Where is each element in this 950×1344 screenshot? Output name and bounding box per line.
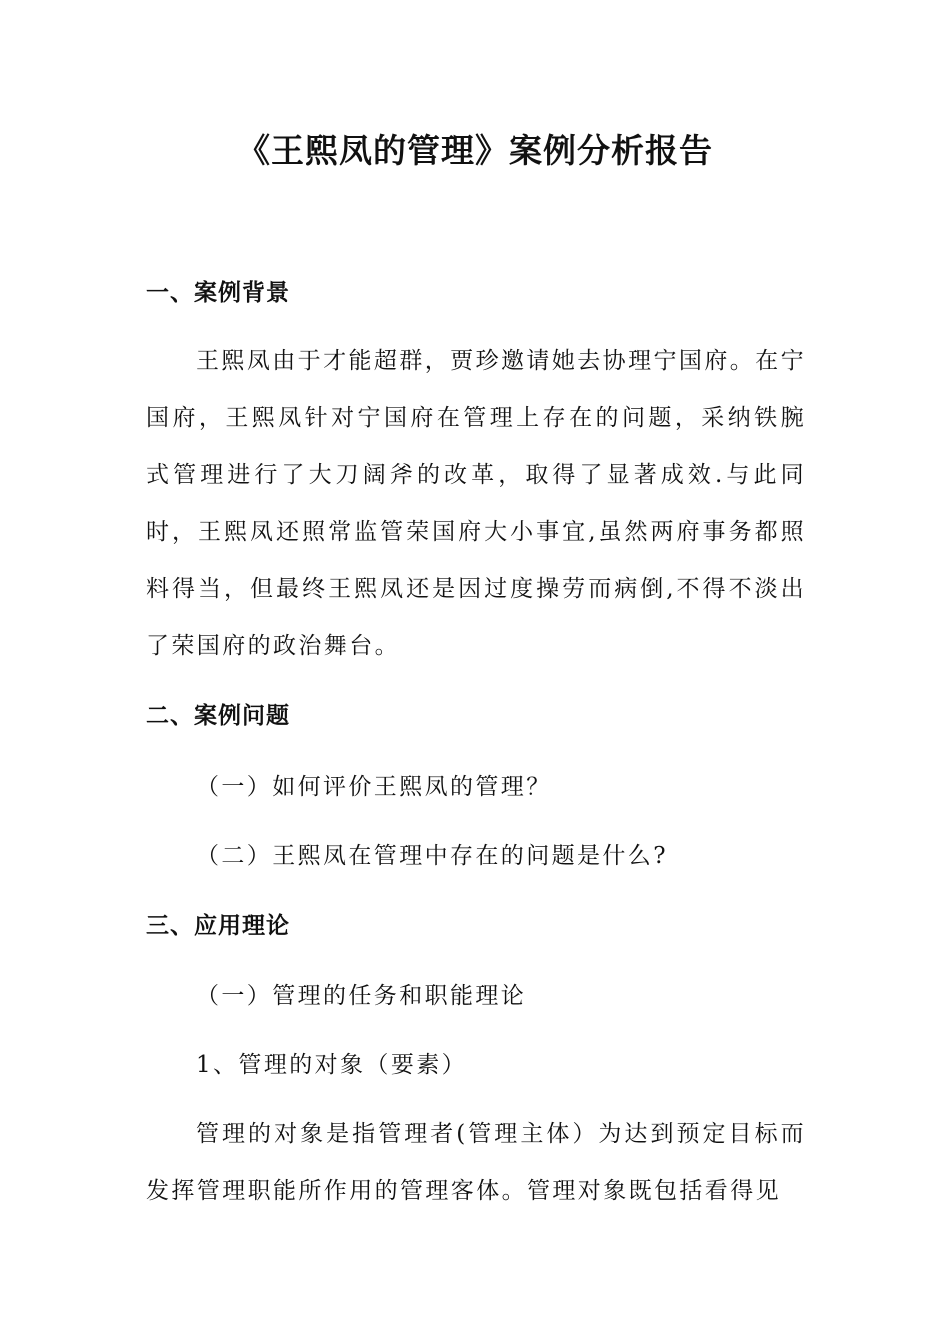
theory-subheading-1: （一）管理的任务和职能理论 <box>196 983 527 1009</box>
section-heading-questions: 二、案例问题 <box>146 703 290 729</box>
section-heading-background: 一、案例背景 <box>146 280 290 306</box>
background-paragraph: 王熙凤由于才能超群，贾珍邀请她去协理宁国府。在宁国府，王熙凤针对宁国府在管理上存在的问题，采纳铁腕式管理进行了大刀阔斧的改革，取得了显著成效.与此同时，王熙凤还照常监管荣国府大小事宜,虽然两府事务都照料得当，但最终王熙凤还是因过度操劳而病倒,不得不淡出了荣国府的政治舞台。 <box>146 348 806 659</box>
theory-paragraph: 管理的对象是指管理者(管理主体）为达到预定目标而发挥管理职能所作用的管理客体。管理对象既包括看得见 <box>146 1121 806 1204</box>
section-heading-theory: 三、应用理论 <box>146 913 290 939</box>
document-title: 《王熙凤的管理》案例分析报告 <box>237 131 713 170</box>
question-2: （二）王熙凤在管理中存在的问题是什么? <box>196 843 668 869</box>
question-1: （一）如何评价王熙凤的管理？ <box>196 774 552 800</box>
theory-point-1: 1、管理的对象（要素） <box>196 1052 468 1078</box>
